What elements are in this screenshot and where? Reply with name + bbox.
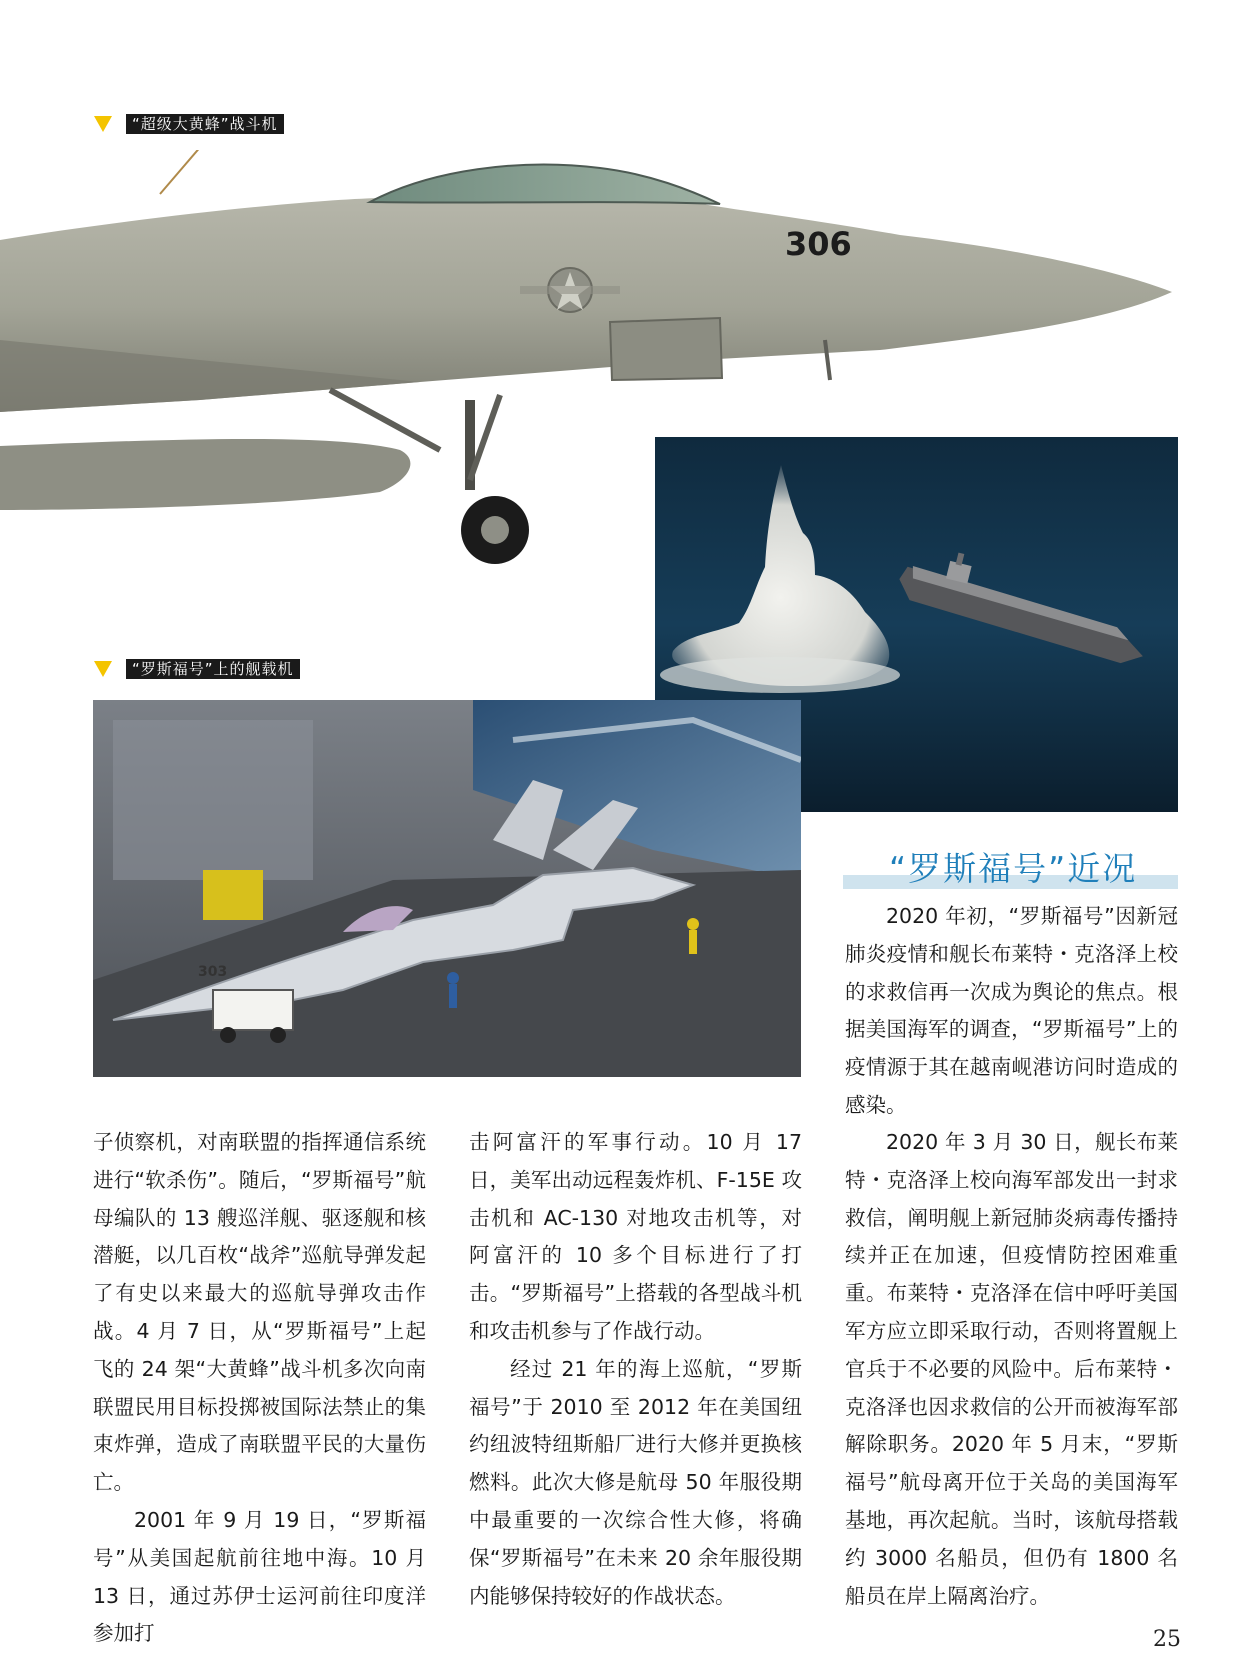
article-column-3: [845, 1124, 1178, 1615]
page-number: 25: [1153, 1627, 1181, 1652]
section-heading: [843, 845, 1178, 891]
caption-marker-icon: [94, 116, 112, 132]
canopy: [370, 165, 720, 204]
caption-marker-icon: [94, 661, 112, 677]
paragraph: 2020 年 3 月 30 日，舰长布莱特・克洛泽上校向海军部发出一封求救信，阐明舰上新冠肺炎病毒传播持续并正在加速，但疫情防控困难重重。布莱特・克洛泽在信中呼吁美国军方应立即采取行动，否则将置舰上官兵于不必要的风险中。后布莱特・克洛泽也因求救信的公开而被海军部解除职务。2020 年 5 月末，“罗斯福号”航母离开位于关岛的美国海军基地，再次起航。当时，该航母搭载约 3000 名船员，但仍有 1800 名船员在岸上隔离治疗。: [845, 1130, 1178, 1608]
flight-deck-photo: [93, 700, 801, 1077]
caption-super-hornet-label: “超级大黄蜂”战斗机: [126, 114, 284, 134]
article-column-2: [469, 1124, 802, 1615]
paragraph: 2001 年 9 月 19 日，“罗斯福号”从美国起航前往地中海。10 月 13 日，通过苏伊士运河前往印度洋参加打: [93, 1507, 426, 1646]
caption-super-hornet: [94, 114, 284, 134]
caption-carrier-aircraft: [94, 659, 300, 679]
paragraph: 击阿富汗的军事行动。10 月 17 日，美军出动远程轰炸机、F-15E 攻击机和 AC-130 对地攻击机等，对阿富汗的 10 多个目标进行了打击。“罗斯福号”上搭载的各型战斗机和攻击机参与了作战行动。: [469, 1130, 802, 1343]
paragraph: 经过 21 年的海上巡航，“罗斯福号”于 2010 至 2012 年在美国纽约纽波特纽斯船厂进行大修并更换核燃料。此次大修是航母 50 年服役期中最重要的一次综合性大修，将确保“罗斯福号”在未来 20 余年服役期内能够保持较好的作战状态。: [469, 1356, 802, 1608]
article-column-1: [93, 1124, 426, 1653]
article-column-right-top: [845, 898, 1178, 1125]
section-heading-text: “罗斯福号”近况: [889, 849, 1138, 888]
deck-plane-number: 303: [198, 964, 228, 980]
caption-leader-line: [160, 150, 208, 194]
paragraph: 子侦察机，对南联盟的指挥通信系统进行“软杀伤”。随后，“罗斯福号”航母编队的 13 艘巡洋舰、驱逐舰和核潜艇，以几百枚“战斧”巡航导弹发起了有史以来最大的巡航导弹攻击作战。4 月 7 日，从“罗斯福号”上起飞的 24 架“大黄蜂”战斗机多次向南联盟民用目标投掷被国际法禁止的集束炸弹，造成了南联盟平民的大量伤亡。: [93, 1130, 426, 1495]
caption-carrier-aircraft-label: “罗斯福号”上的舰载机: [126, 659, 300, 679]
tail-number: 306: [785, 225, 852, 263]
engine-intake: [610, 318, 722, 380]
fuel-tank: [0, 439, 410, 510]
paragraph: 2020 年初，“罗斯福号”因新冠肺炎疫情和舰长布莱特・克洛泽上校的求救信再一次成为舆论的焦点。根据美国海军的调查，“罗斯福号”上的疫情源于其在越南岘港访问时造成的感染。: [845, 904, 1178, 1117]
